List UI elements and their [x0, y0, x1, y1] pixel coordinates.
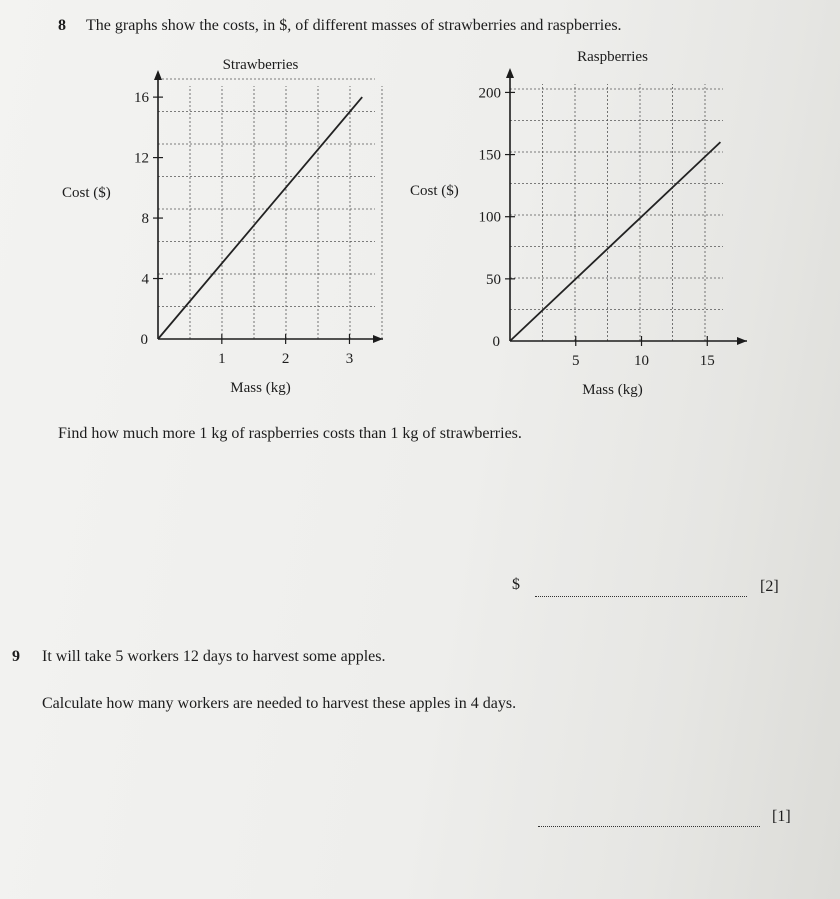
y-axis-label: Cost ($) — [62, 185, 111, 201]
question-9-text: It will take 5 workers 12 days to harvest some apples. — [42, 648, 386, 665]
x-tick-label: 3 — [345, 351, 354, 367]
y-tick-label: 8 — [141, 211, 149, 228]
y-tick-label: 16 — [134, 90, 149, 107]
x-axis-label: Mass (kg) — [230, 380, 291, 396]
y-tick-label: 12 — [134, 150, 149, 167]
y-tick-label: 50 — [486, 271, 501, 288]
chart-title: Strawberries — [222, 57, 299, 73]
x-tick-label: 5 — [572, 353, 580, 369]
x-tick-label: 15 — [699, 353, 715, 369]
series-line — [158, 97, 362, 339]
marks-q9: [1] — [772, 808, 791, 825]
y-tick-label: 0 — [492, 334, 500, 350]
question-9-prompt: Calculate how many workers are needed to harvest these apples in 4 days. — [42, 695, 517, 712]
raspberries-chart — [405, 45, 760, 405]
x-axis-label: Mass (kg) — [582, 382, 643, 398]
answer-line-q8[interactable] — [535, 596, 747, 597]
y-axis-arrow — [506, 68, 514, 78]
x-axis-arrow — [737, 337, 747, 345]
y-tick-label: 0 — [140, 332, 148, 348]
x-tick-label: 2 — [281, 351, 290, 367]
y-axis-arrow — [154, 70, 162, 80]
y-tick-label: 200 — [478, 85, 501, 102]
chart-title: Raspberries — [577, 49, 648, 65]
answer-currency-symbol: $ — [512, 576, 520, 593]
marks-q8: [2] — [760, 578, 779, 595]
x-axis-arrow — [373, 335, 383, 343]
y-tick-label: 4 — [141, 271, 149, 288]
series-line — [510, 142, 720, 341]
x-tick-label: 1 — [218, 351, 226, 367]
strawberries-chart — [50, 45, 390, 405]
question-8-prompt: Find how much more 1 kg of raspberries costs than 1 kg of strawberries. — [58, 425, 522, 442]
question-8-number: 8 — [58, 17, 66, 34]
question-8-text: The graphs show the costs, in $, of different masses of strawberries and raspberries. — [86, 17, 622, 34]
answer-line-q9[interactable] — [538, 826, 760, 827]
y-tick-label: 150 — [478, 147, 501, 164]
x-tick-label: 10 — [634, 353, 650, 369]
y-axis-label: Cost ($) — [410, 183, 459, 199]
question-9-number: 9 — [12, 648, 20, 665]
y-tick-label: 100 — [478, 209, 501, 226]
